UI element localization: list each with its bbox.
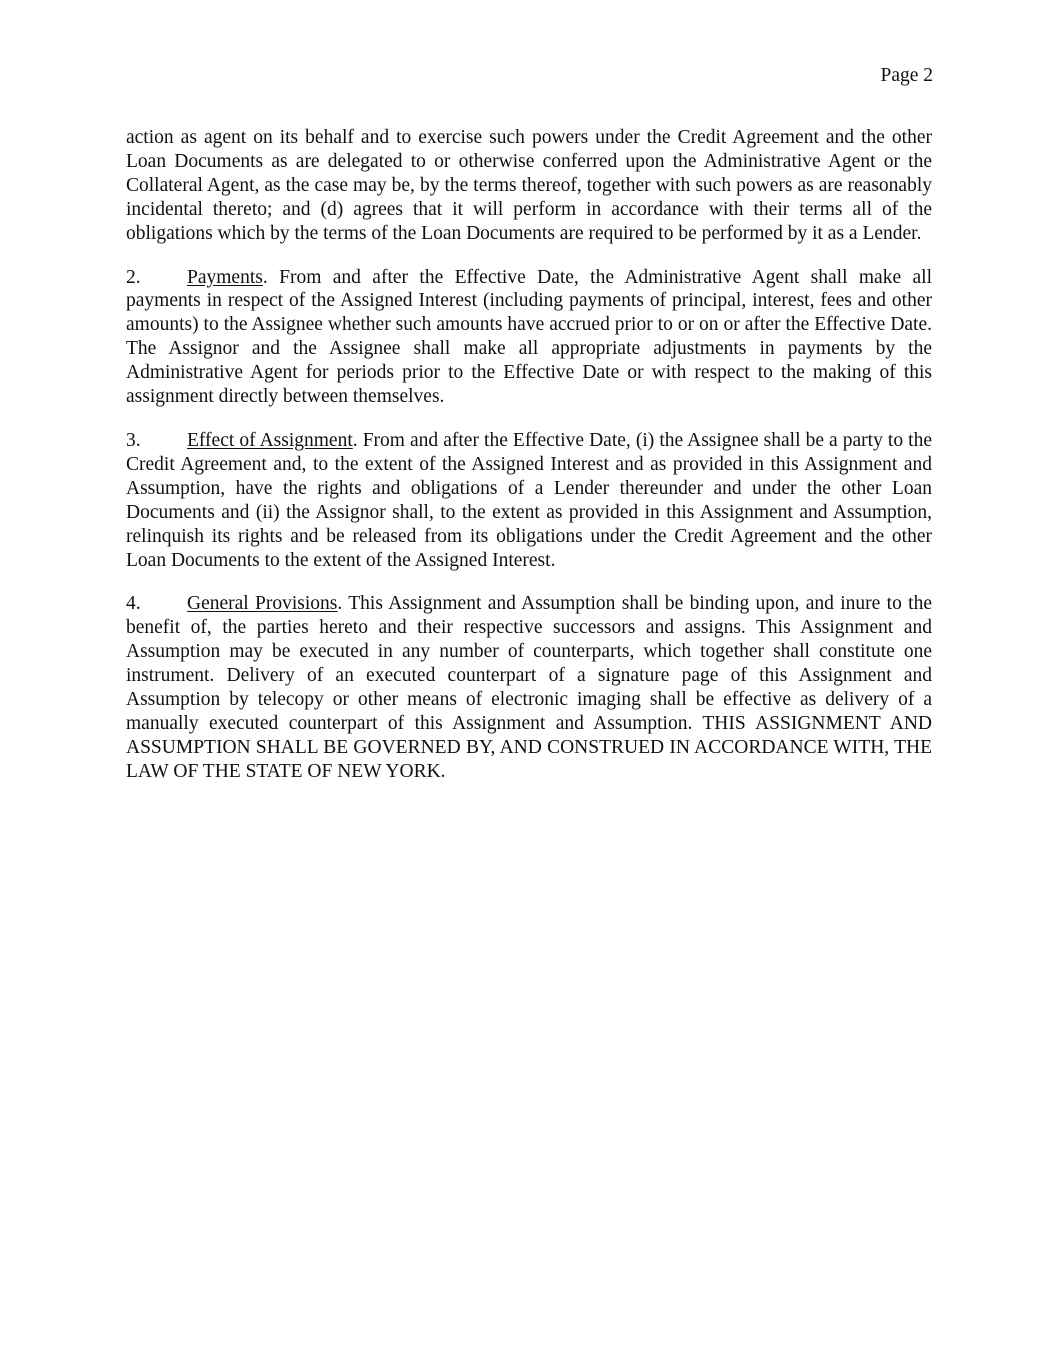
- section-effect-of-assignment: [126, 429, 932, 572]
- page-number: Page 2: [880, 65, 933, 86]
- section-heading: General Provisions: [187, 593, 338, 615]
- section-number: 2.: [126, 266, 141, 288]
- document-body: [126, 126, 932, 804]
- section-heading: Payments: [187, 266, 263, 288]
- section-general-provisions: [126, 592, 932, 783]
- section-text: . From and after the Effective Date, the Administrative Agent shall make all payments in respect of the Assigned Interest (including payments of principal, interest, fees and other amounts) to the Assignee whether such amounts have accrued prior to or on or after the Effective Date. The Assignor and the Assignee shall make all appropriate adjustments in payments by the Administrative Agent for periods prior to the Effective Date or with respect to the making of this assignment directly between themselves.: [126, 266, 932, 408]
- paragraph-text: action as agent on its behalf and to exercise such powers under the Credit Agreement and the other Loan Documents as are delegated to or otherwise conferred upon the Administrative Agent or the Collateral Agent, as the case may be, by the terms thereof, together with such powers as are reasonably incidental thereto; and (d) agrees that it will perform in accordance with their terms all of the obligations which by the terms of the Loan Documents are required to be performed by it as a Lender.: [126, 127, 932, 244]
- section-heading: Effect of Assignment: [187, 429, 353, 451]
- paragraph-continuation: [126, 126, 932, 246]
- section-text: . This Assignment and Assumption shall be binding upon, and inure to the benefit of, the parties hereto and their respective successors and assigns. This Assignment and Assumption may be executed in any number of counterparts, which together shall constitute one instrument. Delivery of an executed counterpart of a signature page of this Assignment and Assumption by telecopy or other means of electronic imaging shall be effective as delivery of a manually executed counterpart of this Assignment and Assumption. THIS ASSIGNMENT AND ASSUMPTION SHALL BE GOVERNED BY, AND CONSTRUED IN ACCORDANCE WITH, THE LAW OF THE STATE OF NEW YORK.: [126, 593, 933, 782]
- section-number: 3.: [126, 429, 141, 451]
- section-payments: [126, 266, 932, 409]
- section-text: . From and after the Effective Date, (i) the Assignee shall be a party to the Credit Agreement and, to the extent of the Assigned Interest and as provided in this Assignment and Assumption, have the rights and obligations of a Lender thereunder and under the other Loan Documents and (ii) the Assignor shall, to the extent as provided in this Assignment and Assumption, relinquish its rights and be released from its obligations under the Credit Agreement and the other Loan Documents to the extent of the Assigned Interest.: [126, 429, 932, 571]
- section-number: 4.: [126, 593, 141, 615]
